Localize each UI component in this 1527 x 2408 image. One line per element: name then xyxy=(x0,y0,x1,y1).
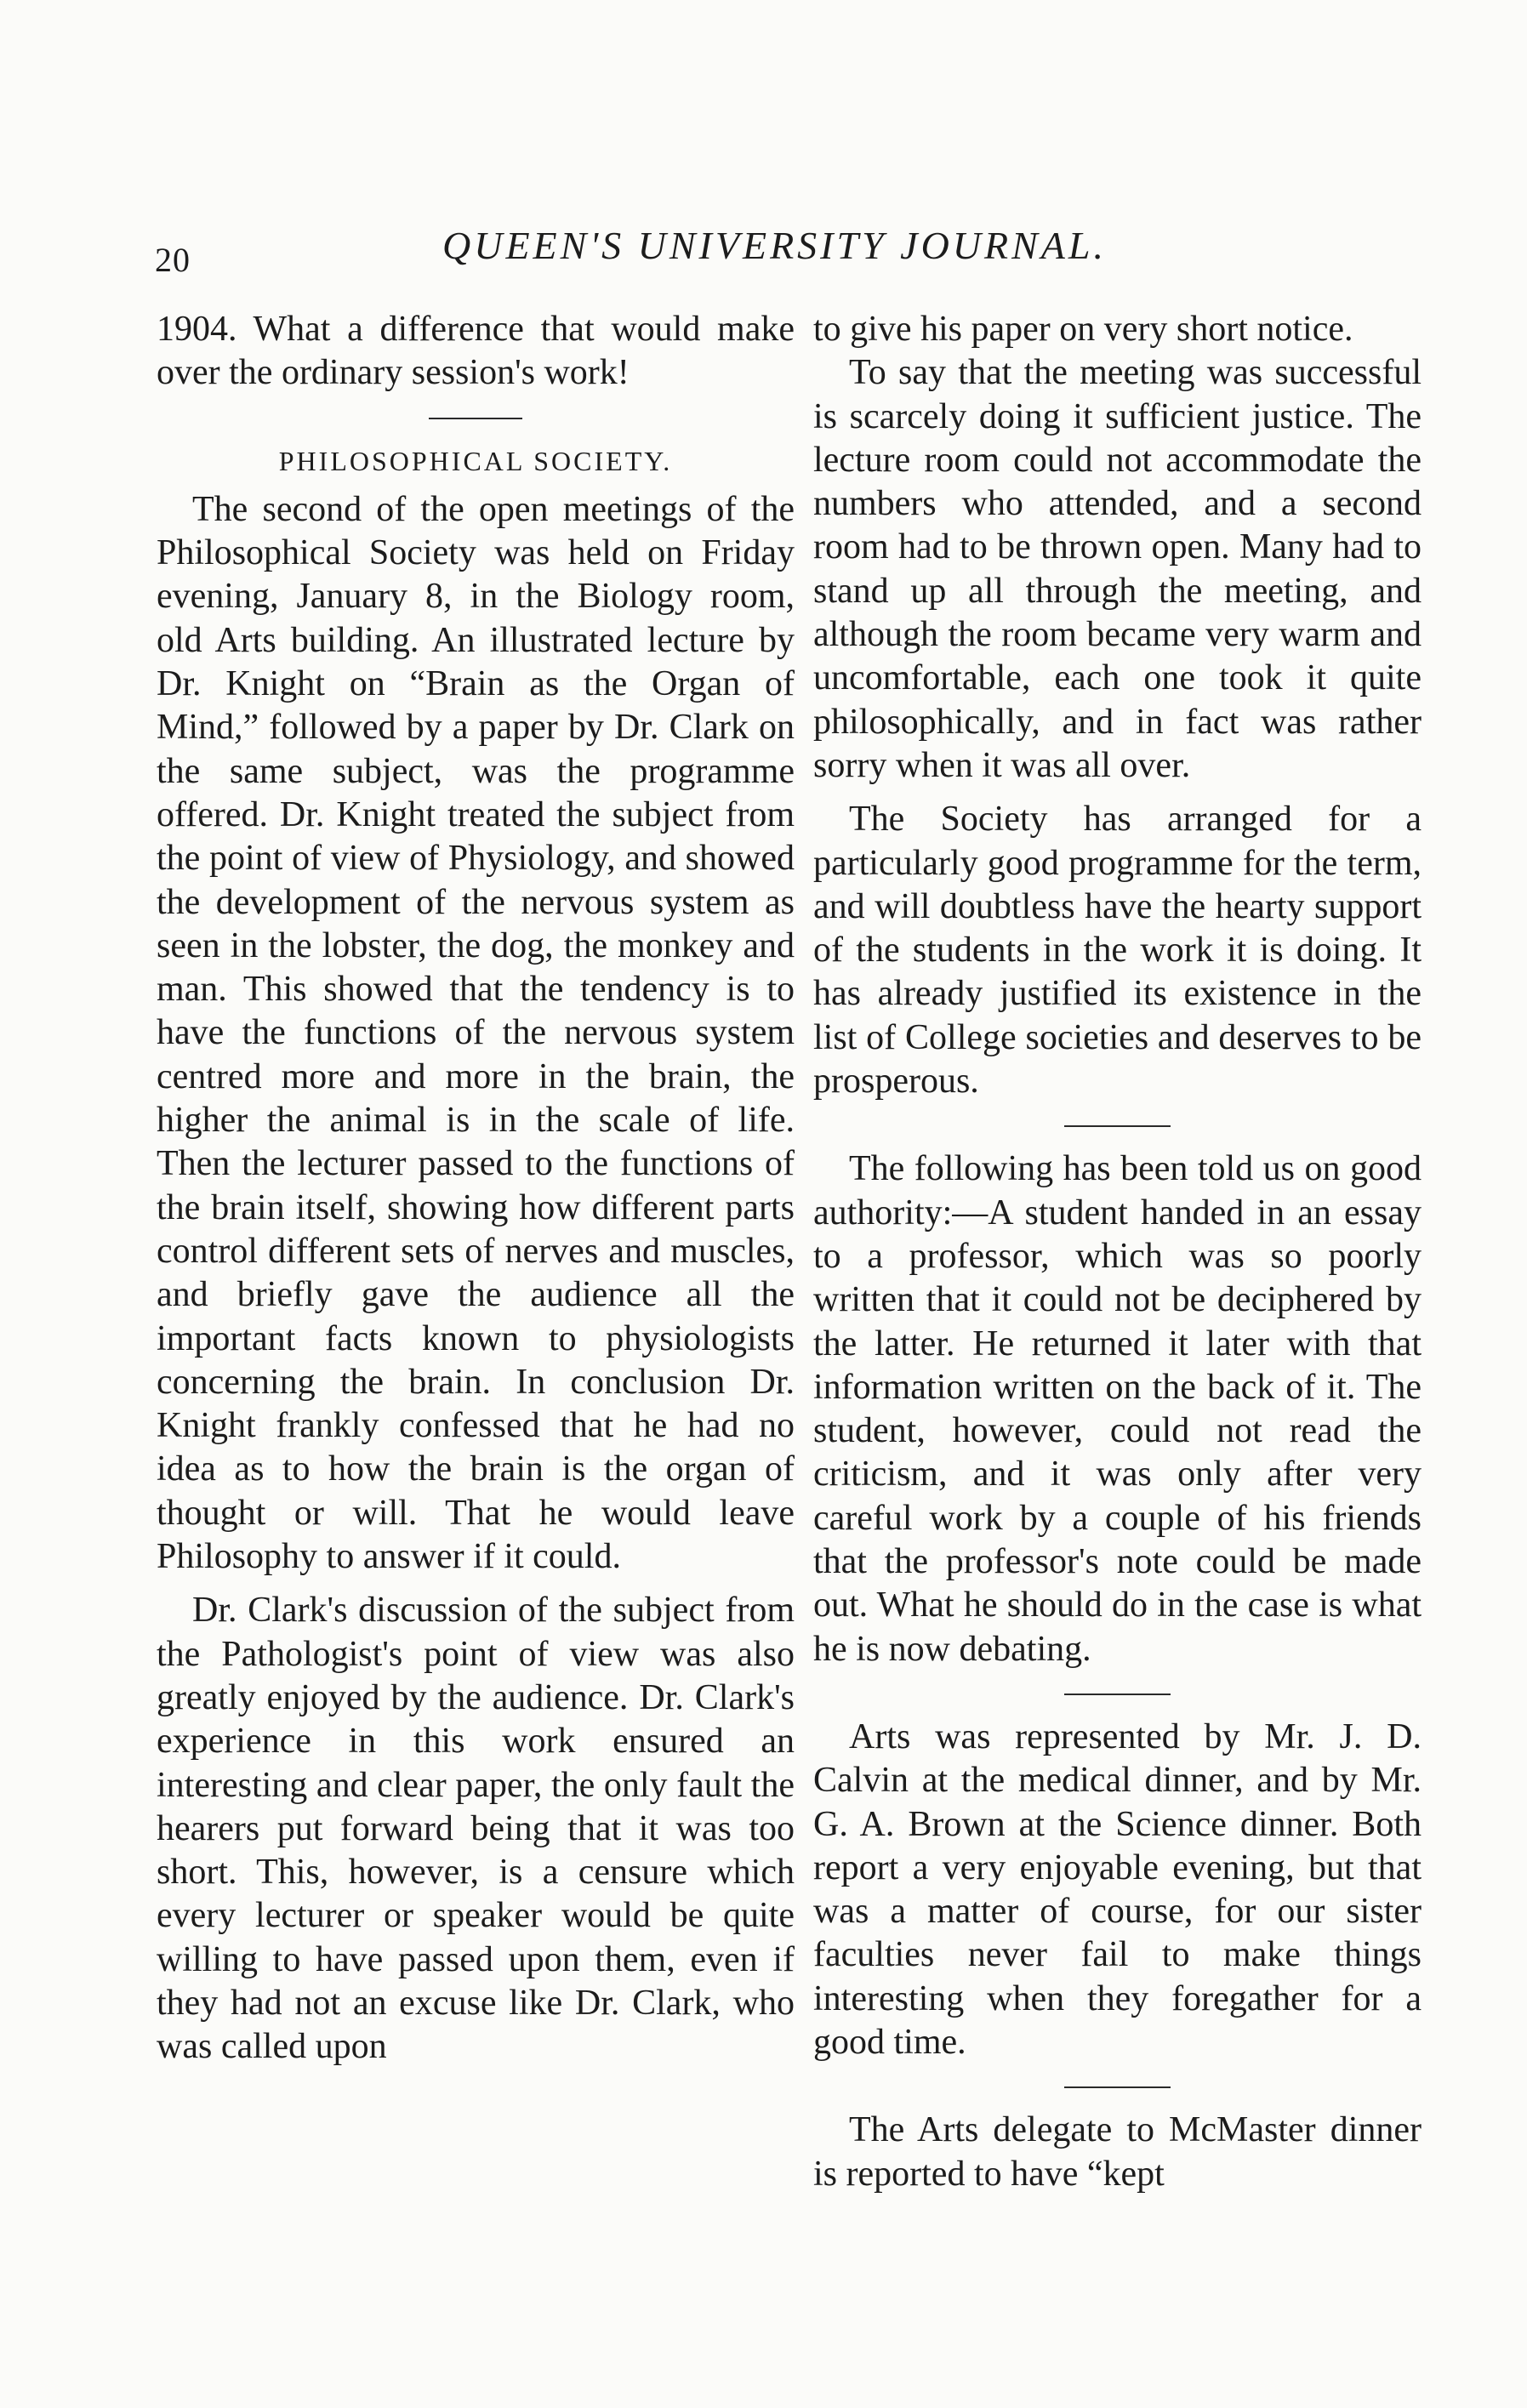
article-paragraph: The second of the open meetings of the Philosophical Society was held on Friday evening, January 8, in the Biology room, old Arts building. An illustrated lecture by Dr. Knight on “Brain as the Organ of Mind,” followed by a paper by Dr. Clark on the same subject, was the programme offered. Dr. Knight treated the subject from the point of view of Physiology, and showed the development of the nervous system as seen in the lobster, the dog, the monkey and man. This showed that the tendency is to have the functions of the nervous system centred more and more in the brain, the higher the animal is in the scale of life. Then the lecturer passed to the functions of the brain itself, showing how different parts control different sets of nerves and muscles, and briefly gave the audience all the important facts known to physiologists concerning the brain. In conclusion Dr. Knight frankly confessed that he had no idea as to how the brain is the organ of thought or will. That he would leave Philosophy to answer if it could. xyxy=(157,489,795,1577)
continuation-text: to give his paper on very short notice. xyxy=(813,310,1353,349)
section-divider xyxy=(1064,2086,1171,2088)
continuation-text: 1904. What a difference that would make over the ordinary session's work! xyxy=(157,310,795,393)
section-divider xyxy=(429,418,522,419)
article-paragraph: The Arts delegate to McMaster dinner is reported to have “kept xyxy=(813,2110,1422,2194)
left-column xyxy=(157,308,795,2069)
article-paragraph: The following has been told us on good authority:—A student handed in an essay to a professor, which was so poorly written that it could not be deciphered by the latter. He returned it later with that information written on the back of it. The student, however, could not read the criticism, and it was only after very careful work by a couple of his friends that the professor's note could be made out. What he should do in the case is what he is now debating. xyxy=(813,1149,1422,1669)
article-paragraph: Arts was represented by Mr. J. D. Calvin at the medical dinner, and by Mr. G. A. Brown at the Science dinner. Both report a very enjoyable evening, but that was a matter of course, for our sister faculties never fail to make things interesting when they foregather for a good time. xyxy=(813,1716,1422,2062)
article-paragraph: The Society has arranged for a particularly good programme for the term, and will doubtless have the hearty support of the students in the work it is doing. It has already justified its existence in the list of College societies and deserves to be prosperous. xyxy=(813,800,1422,1102)
article-paragraph: Dr. Clark's discussion of the subject from the Pathologist's point of view was also greatly enjoyed by the audience. Dr. Clark's experience in this work ensured an interesting and clear paper, the only fault the hearers put forward being that it was too short. This, however, is a censure which every lecturer or speaker would be quite willing to have passed upon them, even if they had not an excuse like Dr. Clark, who was called upon xyxy=(157,1591,795,2067)
section-divider xyxy=(1064,1694,1171,1695)
right-column xyxy=(813,308,1422,2196)
section-divider xyxy=(1064,1125,1171,1127)
page-number: 20 xyxy=(155,241,191,279)
running-title: QUEEN'S UNIVERSITY JOURNAL. xyxy=(442,224,1107,267)
section-heading: PHILOSOPHICAL SOCIETY. xyxy=(278,445,673,476)
article-paragraph: To say that the meeting was successful is scarcely doing it sufficient justice. The lecture room could not accommodate the numbers who attended, and a second room had to be thrown open. Many had to stand up all through the meeting, and although the room became very warm and uncomfortable, each one took it quite philosophically, and in fact was rather sorry when it was all over. xyxy=(813,353,1422,785)
